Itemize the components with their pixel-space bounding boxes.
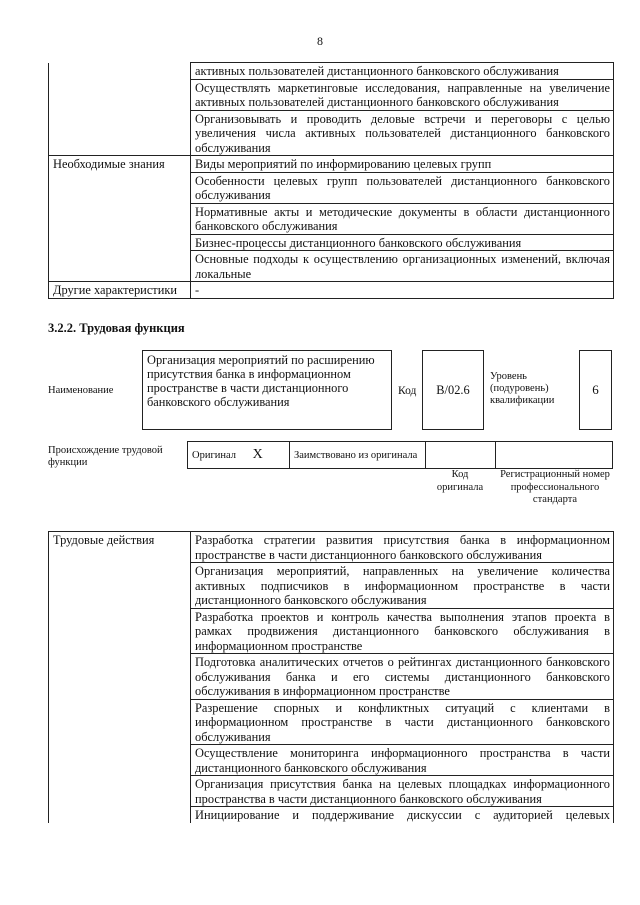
original-mark: X: [252, 447, 263, 462]
origin-table: [187, 441, 613, 469]
table-row: [49, 282, 614, 299]
origin-code-cell: [426, 442, 496, 469]
row-label: [49, 110, 191, 156]
code-caption: Код оригинала: [436, 469, 484, 493]
actions-label: Трудовые действия: [49, 532, 191, 563]
table-row: [49, 156, 614, 173]
row-text: активных пользователей дистанционного банковского обслуживания: [191, 63, 614, 80]
table-row: [49, 110, 614, 156]
code-box: [422, 350, 484, 430]
row-text: -: [191, 282, 614, 299]
row-label: [49, 608, 191, 654]
reg-caption: Регистрационный номер профессионального стандарта: [500, 469, 610, 505]
page-number: 8: [317, 34, 323, 48]
row-text: Особенности целевых групп пользователей дистанционного банковского обслуживания: [191, 172, 614, 203]
row-text: Виды мероприятий по информированию целевых групп: [191, 156, 614, 173]
row-label: [49, 745, 191, 776]
table-row: [49, 79, 614, 110]
level-box: [579, 350, 612, 430]
action-item: Осуществление мониторинга информационного пространства в части дистанционного банковского обслуживания: [191, 745, 614, 776]
action-item: Организация мероприятий, направленных на увеличение количества активных подписчиков в информационном пространстве в части дистанционного банковского обслуживания: [191, 563, 614, 609]
function-name-box: [142, 350, 392, 430]
row-label: [49, 699, 191, 745]
row-label: [49, 251, 191, 282]
table-row: [49, 654, 614, 700]
table-row: [49, 251, 614, 282]
table-row: [49, 532, 614, 563]
row-label: [49, 807, 191, 823]
origin-reg-cell: [496, 442, 613, 469]
origin-label: Происхождение трудовой функции: [48, 445, 163, 468]
table-row: [49, 608, 614, 654]
row-label-other: Другие характеристики: [49, 282, 191, 299]
action-item: Разработка стратегии развития присутствия банка в информационном пространстве в части дистанционного банковского обслуживания: [191, 532, 614, 563]
section-heading: 3.2.2. Трудовая функция: [48, 321, 185, 335]
row-label: [49, 79, 191, 110]
table-row: [49, 776, 614, 807]
row-label: [49, 563, 191, 609]
row-label-knowledge: Необходимые знания: [49, 156, 191, 173]
row-label: [49, 63, 191, 80]
row-label: [49, 203, 191, 234]
table-row: [49, 807, 614, 823]
row-text: Осуществлять маркетинговые исследования, направленные на увеличение активных пользователей дистанционного банковского обслуживания: [191, 79, 614, 110]
table-row: [49, 563, 614, 609]
table-row: [49, 745, 614, 776]
borrowed-label: Заимствовано из оригинала: [290, 442, 426, 469]
level-value: 6: [592, 382, 599, 397]
name-label: Наименование: [48, 385, 114, 396]
action-item: Подготовка аналитических отчетов о рейтингах дистанционного банковского обслуживания банка и его системы дистанционного банковского обслуживания в информационном пространстве: [191, 654, 614, 700]
row-text: Нормативные акты и методические документы в области дистанционного банковского обслуживания: [191, 203, 614, 234]
table-row: [49, 234, 614, 251]
actions-table: [48, 531, 614, 823]
row-label: [49, 234, 191, 251]
origin-row: [188, 442, 613, 469]
action-item: Инициирование и поддерживание дискуссии с аудиторией целевых: [191, 807, 614, 823]
row-text: Организовывать и проводить деловые встречи и переговоры с целью увеличения числа активных пользователей дистанционного банковского обслуживания: [191, 110, 614, 156]
row-text: Основные подходы к осуществлению организационных изменений, включая локальные: [191, 251, 614, 282]
table-row: [49, 203, 614, 234]
table-row: [49, 63, 614, 80]
level-label: Уровень (подуровень) квалификации: [490, 371, 555, 406]
row-label: [49, 172, 191, 203]
table-row: [49, 699, 614, 745]
knowledge-table: [48, 62, 614, 299]
original-label: Оригинал: [192, 450, 236, 461]
original-cell: [188, 442, 290, 469]
code-value: B/02.6: [436, 383, 470, 397]
code-label: Код: [398, 385, 417, 397]
table-row: [49, 172, 614, 203]
row-label: [49, 776, 191, 807]
action-item: Организация присутствия банка на целевых площадках информационного пространства в части дистанционного банковского обслуживания: [191, 776, 614, 807]
row-label: [49, 654, 191, 700]
function-name: Организация мероприятий по расширению присутствия банка в информационном пространстве в части дистанционного банковского обслуживания: [147, 353, 375, 409]
action-item: Разрешение спорных и конфликтных ситуаций с клиентами в информационном пространстве в части дистанционного банковского обслуживания: [191, 699, 614, 745]
row-text: Бизнес-процессы дистанционного банковского обслуживания: [191, 234, 614, 251]
action-item: Разработка проектов и контроль качества выполнения этапов проекта в рамках продвижения дистанционного банковского обслуживания в информационном пространстве: [191, 608, 614, 654]
